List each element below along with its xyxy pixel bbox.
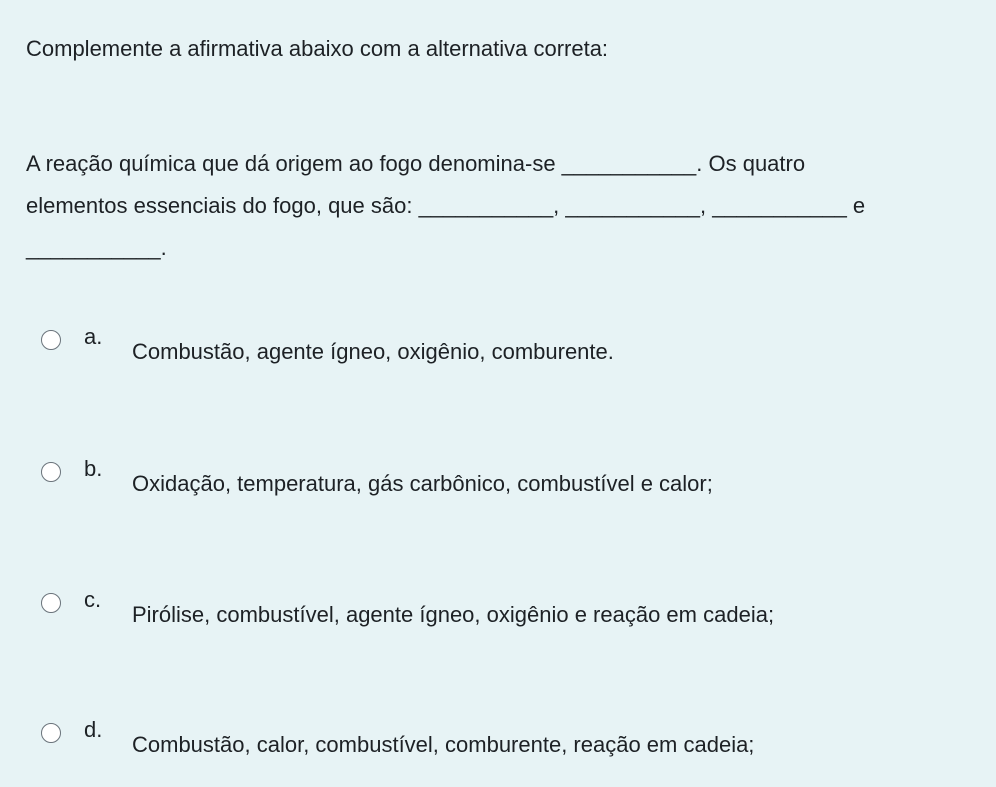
option-letter: a. [84,324,103,349]
answer-option-b[interactable] [38,455,968,515]
option-text[interactable]: Combustão, agente ígneo, oxigênio, comburente. [132,339,614,364]
statement-line: A reação química que dá origem ao fogo denomina-se ___________. Os quatro [26,151,806,176]
question-instruction: Complemente a afirmativa abaixo com a alternativa correta: [26,36,609,61]
option-text[interactable]: Oxidação, temperatura, gás carbônico, combustível e calor; [132,471,713,496]
radio-button-c[interactable] [41,593,61,613]
option-letter: b. [84,456,103,481]
statement-line: ___________. [26,235,167,260]
option-letter: d. [84,717,103,742]
option-letter: c. [84,587,102,612]
statement-line: elementos essenciais do fogo, que são: ___________, ___________, ___________ e [26,193,866,218]
radio-button-b[interactable] [41,462,61,482]
question-statement [26,143,974,269]
option-text[interactable]: Pirólise, combustível, agente ígneo, oxigênio e reação em cadeia; [132,602,775,627]
option-text[interactable]: Combustão, calor, combustível, comburente, reação em cadeia; [132,732,755,757]
answer-option-d[interactable] [38,716,968,776]
radio-button-d[interactable] [41,723,61,743]
radio-button-a[interactable] [41,330,61,350]
answer-option-a[interactable] [38,323,968,383]
answer-option-c[interactable] [38,586,968,646]
